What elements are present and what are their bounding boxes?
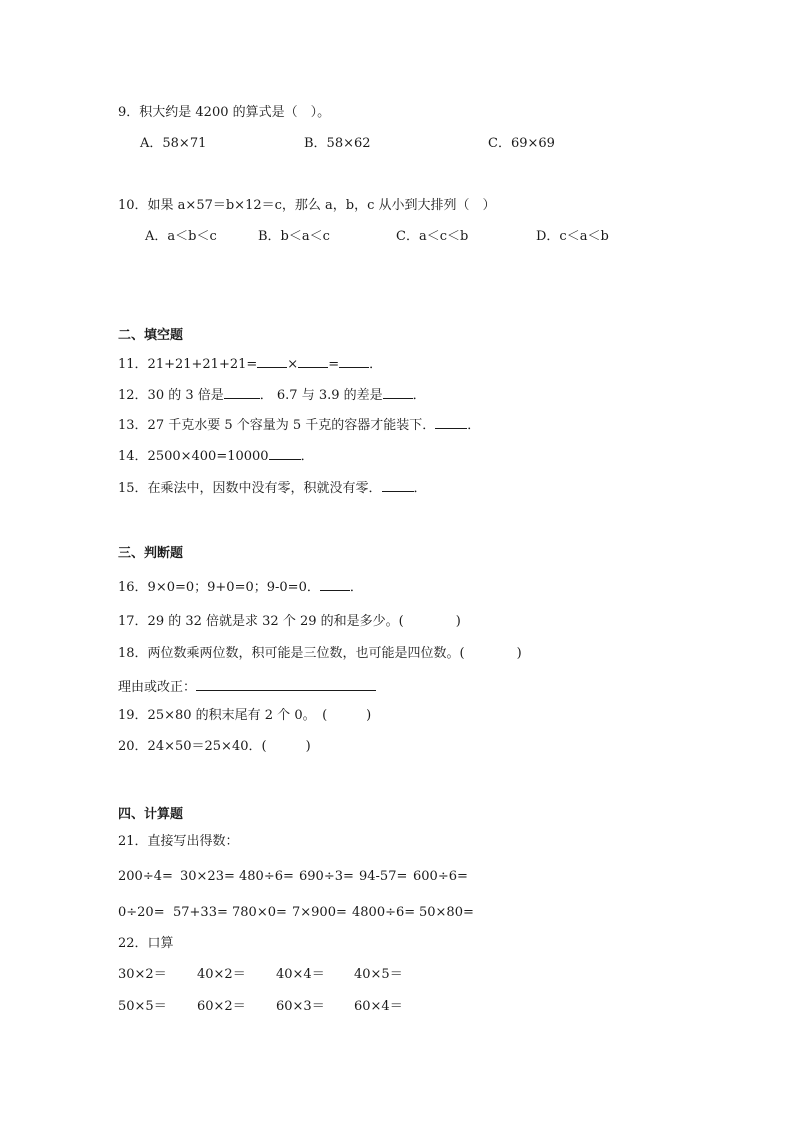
q21-item: 4800÷6= <box>352 905 416 920</box>
answer-blank[interactable] <box>257 355 287 368</box>
section-title-true-false: 三、判断题 <box>118 546 184 561</box>
question-18: 18．两位数乘两位数，积可能是三位数，也可能是四位数。( ) <box>118 646 522 661</box>
answer-blank[interactable] <box>298 355 328 368</box>
q21-item: 57+33= <box>173 905 228 920</box>
question-11 <box>118 355 382 373</box>
question-9-option-a: A．58×71 <box>140 136 207 151</box>
q16-text-b: ． <box>349 580 363 595</box>
q22-item: 50×5＝ <box>118 999 167 1014</box>
reason-answer-line[interactable] <box>196 678 376 691</box>
answer-blank[interactable] <box>383 386 413 399</box>
q21-item: 0÷20= <box>118 905 165 920</box>
q16-text-a: 16．9×0=0；9+0=0；9-0=0． <box>118 580 320 595</box>
reason-label: 理由或改正： <box>118 680 197 695</box>
q13-text-a: 13．27 千克水要 5 个容量为 5 千克的容器才能装下． <box>118 418 436 433</box>
q21-item: 690÷3= <box>299 869 354 884</box>
q11-text-d: ． <box>369 357 383 372</box>
q22-item: 40×5＝ <box>354 967 403 982</box>
q21-item: 50×80= <box>419 905 474 920</box>
question-10-stem: 10．如果 a×57＝b×12＝c，那么 a，b，c 从小到大排列（ ） <box>118 198 496 213</box>
q13-text-b: ． <box>467 418 481 433</box>
q22-item: 40×4＝ <box>276 967 325 982</box>
question-10-option-d: D．c＜a＜b <box>536 229 609 244</box>
q11-text-b: × <box>287 357 299 372</box>
question-12 <box>118 386 426 404</box>
question-17: 17．29 的 32 倍就是求 32 个 29 的和是多少。( ) <box>118 614 461 629</box>
q21-item: 200÷4= <box>118 869 173 884</box>
question-9-option-c: C．69×69 <box>488 136 555 151</box>
question-20: 20．24×50＝25×40．( ) <box>118 739 311 754</box>
question-16 <box>118 578 363 596</box>
q15-text-a: 15．在乘法中，因数中没有零，积就没有零． <box>118 481 382 496</box>
q12-text-c: ． <box>412 388 426 403</box>
q21-item: 480÷6= <box>239 869 294 884</box>
answer-blank[interactable] <box>269 447 301 460</box>
q21-item: 94-57= <box>359 869 408 884</box>
answer-blank[interactable] <box>435 416 467 429</box>
answer-blank[interactable] <box>224 386 260 399</box>
q15-text-b: ． <box>413 481 427 496</box>
answer-blank[interactable] <box>339 355 369 368</box>
q21-item: 600÷6= <box>413 869 468 884</box>
section-title-calculation: 四、计算题 <box>118 807 184 822</box>
q12-text-a: 12．30 的 3 倍是 <box>118 388 224 403</box>
q21-item: 30×23= <box>180 869 235 884</box>
question-14 <box>118 447 314 465</box>
q14-text-a: 14．2500×400=10000 <box>118 449 269 464</box>
q21-item: 780×0= <box>232 905 287 920</box>
question-15 <box>118 479 427 497</box>
q22-item: 60×3＝ <box>276 999 325 1014</box>
answer-blank[interactable] <box>320 578 350 591</box>
section-title-fill-in: 二、填空题 <box>118 328 184 343</box>
q11-text-c: = <box>328 357 340 372</box>
q22-item: 60×4＝ <box>354 999 403 1014</box>
q22-item: 60×2＝ <box>197 999 246 1014</box>
question-21-stem: 21．直接写出得数： <box>118 834 239 849</box>
q21-item: 7×900= <box>292 905 347 920</box>
q22-item: 40×2＝ <box>197 967 246 982</box>
q12-text-b: ． 6.7 与 3.9 的差是 <box>259 388 383 403</box>
question-18-reason <box>118 678 376 696</box>
question-13 <box>118 416 480 434</box>
q22-item: 30×2＝ <box>118 967 167 982</box>
q14-text-b: ． <box>300 449 314 464</box>
answer-blank[interactable] <box>382 479 414 492</box>
question-9-option-b: B．58×62 <box>304 136 371 151</box>
question-22-stem: 22．口算 <box>118 936 174 951</box>
question-10-option-c: C．a＜c＜b <box>396 229 469 244</box>
question-10-option-b: B．b＜a＜c <box>258 229 330 244</box>
q11-text-a: 11．21+21+21+21= <box>118 357 258 372</box>
question-10-option-a: A．a＜b＜c <box>145 229 217 244</box>
question-19: 19．25×80 的积末尾有 2 个 0。 ( ) <box>118 708 372 723</box>
question-9-stem: 9．积大约是 4200 的算式是（ ）。 <box>118 105 331 120</box>
